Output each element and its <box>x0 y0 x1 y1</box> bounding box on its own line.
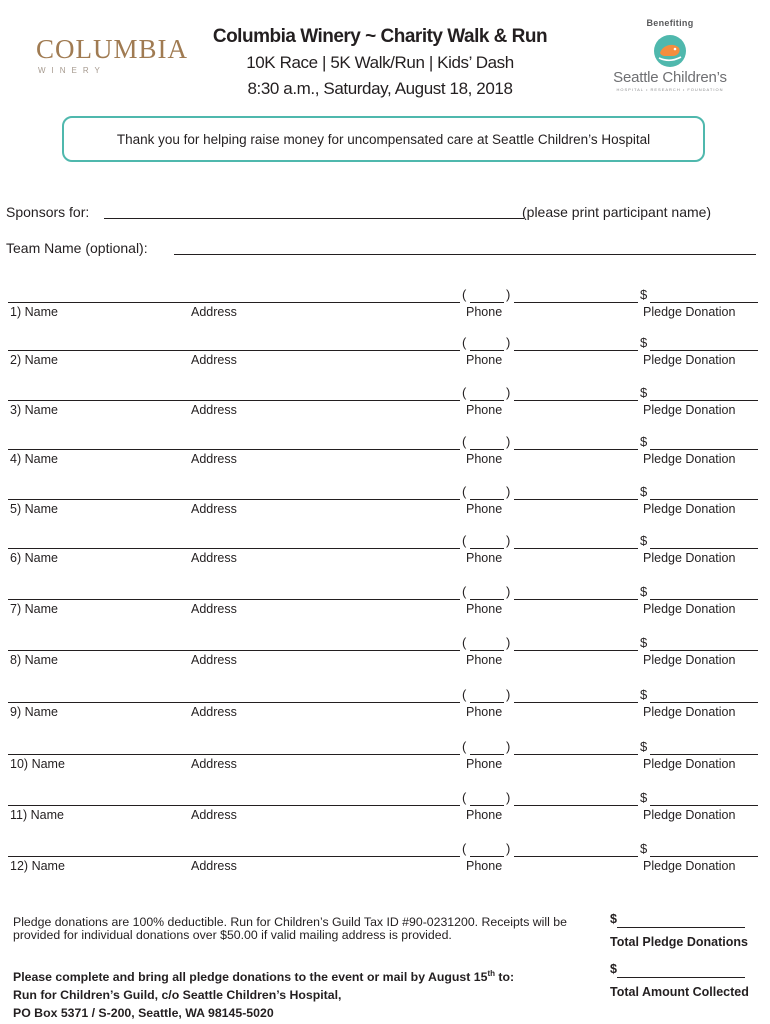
name-label: Name <box>24 502 58 516</box>
pledge-dollar-sign: $ <box>640 841 648 856</box>
pledge-row <box>8 434 758 467</box>
phone-paren-close: ) <box>506 287 511 302</box>
name-address-field[interactable] <box>8 844 460 857</box>
phone-label: Phone <box>466 551 503 565</box>
name-label: Name <box>24 602 58 616</box>
phone-field[interactable] <box>514 338 638 351</box>
area-code-field[interactable] <box>470 793 504 806</box>
phone-paren-open: ( <box>462 687 467 702</box>
phone-label: Phone <box>466 452 503 466</box>
phone-field[interactable] <box>514 487 638 500</box>
whale-logo-icon <box>653 34 687 68</box>
phone-paren-close: ) <box>506 635 511 650</box>
row-number: 7) <box>10 602 22 616</box>
phone-paren-open: ( <box>462 584 467 599</box>
sponsors-label: Sponsors for: <box>6 204 90 220</box>
name-address-field[interactable] <box>8 793 460 806</box>
address-label: Address <box>191 705 237 719</box>
phone-paren-open: ( <box>462 287 467 302</box>
address-line-1: Run for Children’s Guild, c/o Seattle Children’s Hospital, <box>13 988 342 1003</box>
name-address-field[interactable] <box>8 742 460 755</box>
instructions-post: to: <box>495 970 515 985</box>
phone-label: Phone <box>466 757 503 771</box>
pledge-row <box>8 385 758 418</box>
pledge-dollar-sign: $ <box>640 533 648 548</box>
phone-paren-open: ( <box>462 335 467 350</box>
phone-label: Phone <box>466 705 503 719</box>
address-label: Address <box>191 502 237 516</box>
pledge-amount-field[interactable] <box>650 690 758 703</box>
pledge-row <box>8 287 758 320</box>
pledge-amount-field[interactable] <box>650 587 758 600</box>
phone-field[interactable] <box>514 690 638 703</box>
phone-paren-open: ( <box>462 739 467 754</box>
beneficiary-tagline: HOSPITAL • RESEARCH • FOUNDATION <box>616 87 724 92</box>
beneficiary-block <box>603 18 737 92</box>
pledge-row <box>8 790 758 823</box>
phone-paren-close: ) <box>506 584 511 599</box>
team-label: Team Name (optional): <box>6 240 148 256</box>
pledge-label: Pledge Donation <box>643 452 736 466</box>
pledge-amount-field[interactable] <box>650 338 758 351</box>
pledge-label: Pledge Donation <box>643 403 736 417</box>
phone-label: Phone <box>466 602 503 616</box>
phone-paren-close: ) <box>506 484 511 499</box>
phone-paren-open: ( <box>462 434 467 449</box>
pledge-row <box>8 841 758 874</box>
row-name-label <box>10 551 58 565</box>
phone-field[interactable] <box>514 388 638 401</box>
phone-paren-close: ) <box>506 841 511 856</box>
row-name-label <box>10 305 58 319</box>
name-label: Name <box>24 551 58 565</box>
pledge-label: Pledge Donation <box>643 705 736 719</box>
phone-label: Phone <box>466 403 503 417</box>
name-label: Name <box>31 757 65 771</box>
pledge-label: Pledge Donation <box>643 859 736 873</box>
row-number: 8) <box>10 653 22 667</box>
row-number: 4) <box>10 452 22 466</box>
event-datetime: 8:30 a.m., Saturday, August 18, 2018 <box>247 79 513 98</box>
pledge-label: Pledge Donation <box>643 653 736 667</box>
name-label: Name <box>24 353 58 367</box>
pledge-dollar-sign: $ <box>640 434 648 449</box>
area-code-field[interactable] <box>470 587 504 600</box>
address-label: Address <box>191 859 237 873</box>
team-name-field[interactable] <box>174 240 756 255</box>
row-name-label <box>10 705 58 719</box>
phone-label: Phone <box>466 859 503 873</box>
name-address-field[interactable] <box>8 638 460 651</box>
row-number: 10) <box>10 757 29 771</box>
pledge-row <box>8 687 758 720</box>
pledge-amount-field[interactable] <box>650 388 758 401</box>
phone-paren-open: ( <box>462 790 467 805</box>
name-address-field[interactable] <box>8 536 460 549</box>
row-name-label <box>10 452 58 466</box>
name-address-field[interactable] <box>8 690 460 703</box>
area-code-field[interactable] <box>470 690 504 703</box>
phone-paren-open: ( <box>462 484 467 499</box>
name-label: Name <box>24 403 58 417</box>
area-code-field[interactable] <box>470 338 504 351</box>
pledge-amount-field[interactable] <box>650 844 758 857</box>
phone-field[interactable] <box>514 638 638 651</box>
pledge-dollar-sign: $ <box>640 635 648 650</box>
phone-paren-close: ) <box>506 533 511 548</box>
pledge-amount-field[interactable] <box>650 290 758 303</box>
instructions-sup: th <box>487 969 495 978</box>
pledge-label: Pledge Donation <box>643 353 736 367</box>
pledge-dollar-sign: $ <box>640 739 648 754</box>
address-line-2: PO Box 5371 / S-200, Seattle, WA 98145-5020 <box>13 1006 274 1021</box>
phone-paren-close: ) <box>506 790 511 805</box>
row-number: 1) <box>10 305 22 319</box>
phone-paren-open: ( <box>462 385 467 400</box>
name-address-field[interactable] <box>8 437 460 450</box>
address-label: Address <box>191 602 237 616</box>
pledge-amount-field[interactable] <box>650 536 758 549</box>
total-pledge-block <box>610 910 765 949</box>
pledge-label: Pledge Donation <box>643 551 736 565</box>
instructions-text: Please complete and bring all pledge donations to the event or mail by August 15 <box>13 970 488 985</box>
row-name-label <box>10 602 58 616</box>
phone-paren-close: ) <box>506 385 511 400</box>
row-name-label <box>10 859 65 873</box>
event-subtitle: 10K Race | 5K Walk/Run | Kids’ Dash <box>246 53 514 72</box>
total-collected-field[interactable] <box>617 967 745 978</box>
row-number: 2) <box>10 353 22 367</box>
name-address-field[interactable] <box>8 487 460 500</box>
address-label: Address <box>191 653 237 667</box>
pledge-dollar-sign: $ <box>640 484 648 499</box>
phone-field[interactable] <box>514 536 638 549</box>
sponsors-line <box>6 204 762 224</box>
phone-field[interactable] <box>514 587 638 600</box>
pledge-dollar-sign: $ <box>640 385 648 400</box>
row-number: 3) <box>10 403 22 417</box>
pledge-label: Pledge Donation <box>643 602 736 616</box>
row-name-label <box>10 502 58 516</box>
pledge-dollar-sign: $ <box>640 790 648 805</box>
row-name-label <box>10 808 64 822</box>
phone-field[interactable] <box>514 437 638 450</box>
row-name-label <box>10 403 58 417</box>
pledge-dollar-sign: $ <box>640 584 648 599</box>
area-code-field[interactable] <box>470 437 504 450</box>
pledge-row <box>8 635 758 668</box>
name-address-field[interactable] <box>8 338 460 351</box>
name-label: Name <box>24 705 58 719</box>
row-number: 9) <box>10 705 22 719</box>
total-pledge-dollar: $ <box>610 912 617 926</box>
benefiting-label: Benefiting <box>646 18 694 28</box>
row-number: 11) <box>10 808 28 822</box>
name-address-field[interactable] <box>8 587 460 600</box>
pledge-amount-field[interactable] <box>650 793 758 806</box>
banner-text: Thank you for helping raise money for uncompensated care at Seattle Children’s Hospital <box>116 131 651 147</box>
row-name-label <box>10 653 58 667</box>
name-label: Name <box>24 305 58 319</box>
total-pledge-label: Total Pledge Donations <box>610 935 748 949</box>
event-title-block <box>205 24 555 102</box>
address-label: Address <box>191 305 237 319</box>
pledge-label: Pledge Donation <box>643 305 736 319</box>
area-code-field[interactable] <box>470 388 504 401</box>
pledge-row <box>8 739 758 772</box>
pledge-dollar-sign: $ <box>640 335 648 350</box>
pledge-amount-field[interactable] <box>650 487 758 500</box>
row-name-label <box>10 353 58 367</box>
phone-paren-close: ) <box>506 335 511 350</box>
phone-paren-open: ( <box>462 635 467 650</box>
deductible-note: Pledge donations are 100% deductible. Run for Children’s Guild Tax ID #90-0231200. Receipts will be provided for individual donations over $50.00 if valid mailing address is provided. <box>13 915 567 942</box>
row-number: 6) <box>10 551 22 565</box>
address-label: Address <box>191 808 237 822</box>
name-address-field[interactable] <box>8 290 460 303</box>
phone-field[interactable] <box>514 793 638 806</box>
pledge-row <box>8 584 758 617</box>
pledge-row <box>8 335 758 368</box>
row-number: 12) <box>10 859 29 873</box>
team-line <box>6 240 762 260</box>
logo-sub: WINERY <box>38 66 106 75</box>
pledge-amount-field[interactable] <box>650 742 758 755</box>
logo-word: COLUMBIA <box>36 34 189 64</box>
phone-paren-open: ( <box>462 533 467 548</box>
pledge-label: Pledge Donation <box>643 502 736 516</box>
address-label: Address <box>191 757 237 771</box>
area-code-field[interactable] <box>470 638 504 651</box>
total-pledge-field[interactable] <box>617 917 745 928</box>
pledge-dollar-sign: $ <box>640 287 648 302</box>
area-code-field[interactable] <box>470 536 504 549</box>
total-collected-dollar: $ <box>610 962 617 976</box>
pledge-amount-field[interactable] <box>650 437 758 450</box>
pledge-row <box>8 484 758 517</box>
phone-field[interactable] <box>514 742 638 755</box>
pledge-row <box>8 533 758 566</box>
total-collected-label: Total Amount Collected <box>610 985 749 999</box>
address-label: Address <box>191 403 237 417</box>
phone-paren-close: ) <box>506 739 511 754</box>
phone-paren-close: ) <box>506 434 511 449</box>
phone-label: Phone <box>466 305 503 319</box>
thank-you-banner <box>62 116 705 162</box>
pledge-dollar-sign: $ <box>640 687 648 702</box>
phone-label: Phone <box>466 808 503 822</box>
area-code-field[interactable] <box>470 742 504 755</box>
beneficiary-name: Seattle Children’s <box>613 69 727 86</box>
address-label: Address <box>191 551 237 565</box>
name-label: Name <box>24 452 58 466</box>
phone-paren-open: ( <box>462 841 467 856</box>
pledge-label: Pledge Donation <box>643 757 736 771</box>
phone-label: Phone <box>466 502 503 516</box>
phone-label: Phone <box>466 353 503 367</box>
columbia-winery-logo <box>36 34 196 75</box>
name-address-field[interactable] <box>8 388 460 401</box>
row-name-label <box>10 757 65 771</box>
address-label: Address <box>191 452 237 466</box>
area-code-field[interactable] <box>470 290 504 303</box>
name-label: Name <box>24 653 58 667</box>
address-label: Address <box>191 353 237 367</box>
mailing-instructions <box>13 965 573 1022</box>
phone-paren-close: ) <box>506 687 511 702</box>
name-label: Name <box>31 859 65 873</box>
pledge-label: Pledge Donation <box>643 808 736 822</box>
area-code-field[interactable] <box>470 487 504 500</box>
phone-field[interactable] <box>514 290 638 303</box>
total-collected-block <box>610 960 768 999</box>
phone-label: Phone <box>466 653 503 667</box>
pledge-amount-field[interactable] <box>650 638 758 651</box>
phone-field[interactable] <box>514 844 638 857</box>
area-code-field[interactable] <box>470 844 504 857</box>
sponsors-suffix: (please print participant name) <box>522 204 712 220</box>
row-number: 5) <box>10 502 22 516</box>
name-label: Name <box>30 808 64 822</box>
participant-name-field[interactable] <box>104 204 524 219</box>
event-title: Columbia Winery ~ Charity Walk & Run <box>212 26 548 47</box>
